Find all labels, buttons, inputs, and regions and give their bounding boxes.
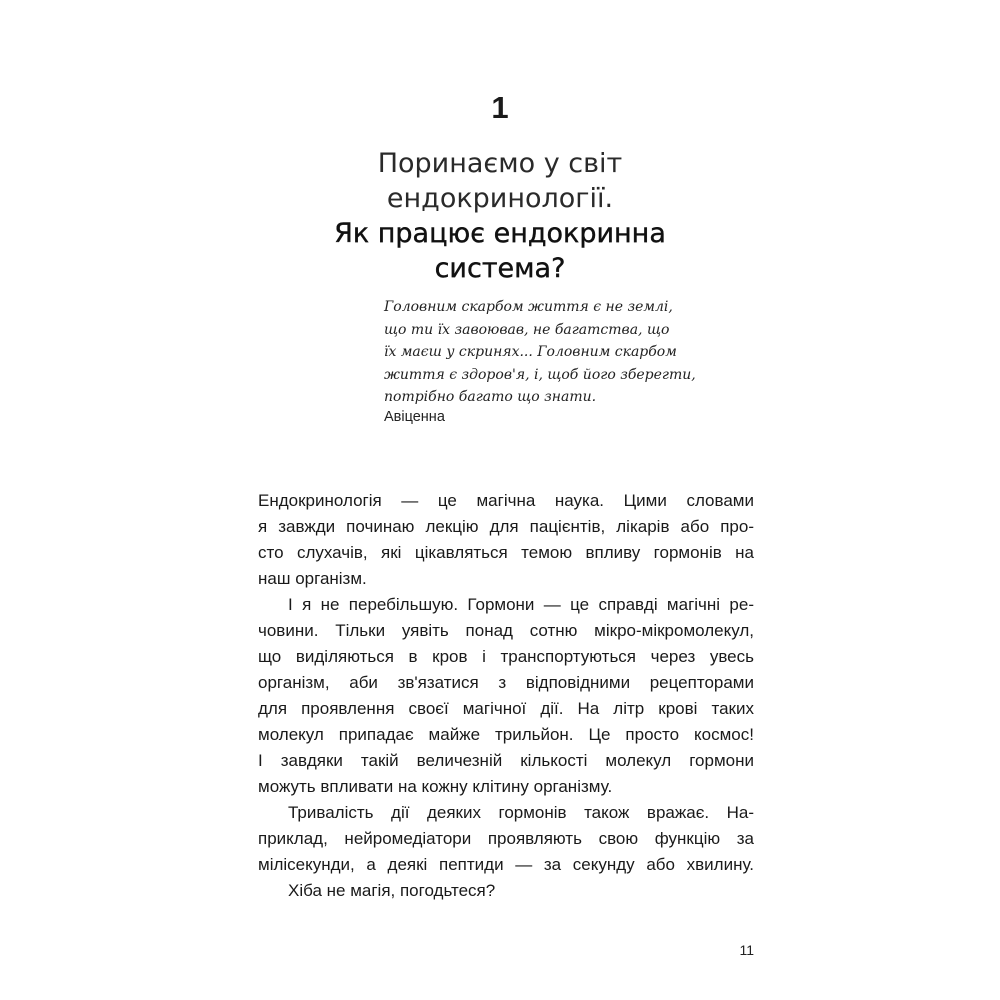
- epigraph-line: Головним скарбом життя є не землі,: [384, 299, 673, 315]
- body-line: я завжди починаю лекцію для пацієнтів, лікарів або про-: [258, 517, 754, 536]
- body-text: [258, 488, 754, 904]
- chapter-title: [0, 146, 1000, 286]
- chapter-number: 1: [491, 90, 509, 125]
- page-number: 11: [739, 942, 754, 958]
- epigraph-line: життя є здоров'я, і, щоб його зберегти,: [384, 366, 696, 383]
- epigraph-line: їх маєш у скринях... Головним скарбом: [384, 344, 677, 360]
- body-line: наш організм.: [258, 569, 367, 588]
- body-line: Ендокринологія — це магічна наука. Цими словами: [258, 491, 754, 510]
- body-line: можуть впливати на кожну клітину організму.: [258, 777, 613, 796]
- epigraph-line: що ти їх завоював, не багатства, що: [384, 321, 670, 338]
- body-line: молекул припадає майже трильйон. Це просто космос!: [258, 725, 754, 744]
- body-line: І завдяки такій величезній кількості молекул гормони: [258, 751, 754, 770]
- body-line: для проявлення своєї магічної дії. На літр крові таких: [258, 699, 754, 718]
- body-line: човини. Тільки уявіть понад сотню мікро-мікромолекул,: [258, 621, 754, 640]
- epigraph-line: потрібно багато що знати.: [384, 389, 597, 405]
- chapter-title-line: система?: [434, 253, 566, 284]
- body-line: приклад, нейромедіатори проявляють свою функцію за: [258, 829, 754, 848]
- epigraph-quote: [384, 296, 696, 409]
- epigraph-author: Авіценна: [384, 409, 445, 425]
- body-line: Тривалість дії деяких гормонів також вражає. На-: [288, 803, 754, 822]
- body-line: мілісекунди, а деякі пептиди — за секунду або хвилину.: [258, 855, 754, 874]
- chapter-title-line: Як працює ендокринна: [334, 218, 666, 249]
- body-line: І я не перебільшую. Гормони — це справді магічні ре-: [288, 595, 754, 614]
- chapter-title-line: ендокринології.: [386, 183, 614, 214]
- body-line: що виділяються в кров і транспортуються через увесь: [258, 647, 754, 666]
- body-line: організм, аби зв'язатися з відповідними рецепторами: [258, 673, 754, 692]
- chapter-title-line: Поринаємо у світ: [377, 148, 623, 179]
- body-line: Хіба не магія, погодьтеся?: [288, 881, 496, 900]
- body-line: сто слухачів, які цікавляться темою впливу гормонів на: [258, 543, 754, 562]
